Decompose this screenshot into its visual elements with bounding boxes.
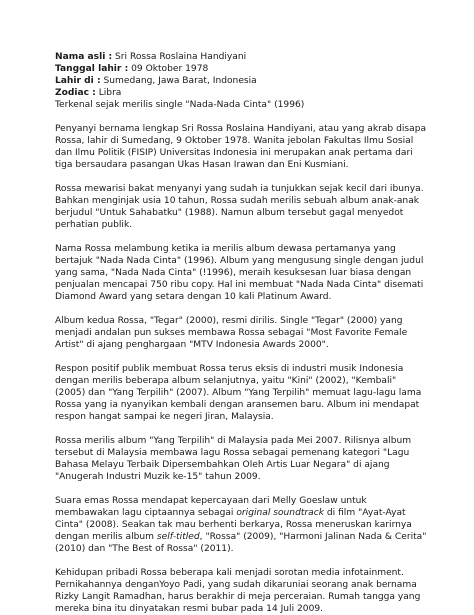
profile-name-line: [55, 51, 427, 63]
profile-famous-since: Terkenal sejak merilis single "Nada-Nada Cinta" (1996): [55, 100, 305, 110]
profile-birthdate-line: [55, 63, 427, 75]
birthdate-label: Tanggal lahir :: [55, 64, 129, 74]
name-label: Nama asli :: [55, 52, 113, 62]
paragraph-second-album: Album kedua Rossa, "Tegar" (2000), resmi dirilis. Single "Tegar" (2000) yang menjadi andalan pun sukses membawa Rossa sebagai "Most Favorite Female Artist" di ajang penghargaan "MTV Indonesia Awards 2000".: [55, 316, 408, 350]
paragraph-soundtrack: [55, 495, 427, 555]
name-value: Sri Rossa Roslaina Handiyani: [112, 52, 247, 62]
profile-birthplace-line: [55, 75, 427, 87]
birthdate-value: 09 Oktober 1978: [128, 64, 209, 74]
self-titled-italic-term: self-titled: [156, 532, 200, 542]
zodiac-value: Libra: [95, 88, 122, 98]
soundtrack-text-1: Suara emas Rossa mendapat kepercayaan dari Melly Goeslaw untuk membawakan lagu ciptaannya sebagai: [55, 496, 367, 518]
paragraph-early-talent: Rossa mewarisi bakat menyanyi yang sudah ia tunjukkan sejak kecil dari ibunya. Bahkan menginjak usia 10 tahun, Rossa sudah merilis sebuah album anak-anak berjudul "Untuk Sahabatku" (1988). Namun album tersebut gagal menyedot perhatian publik.: [55, 184, 424, 230]
profile-zodiac-line: [55, 87, 427, 99]
paragraph-personal-life: Kehidupan pribadi Rossa beberapa kali menjadi sorotan media infotainment. Pernikahannya denganYoyo Padi, yang sudah dikaruniai seorang anak bernama Rizky Langit Ramadhan, harus berakhir di meja perceraian. Rumah tangga yang mereka bina itu dinyatakan resmi bubar pada 14 Juli 2009.: [55, 568, 421, 614]
birthplace-value: Sumedang, Jawa Barat, Indonesia: [100, 76, 257, 86]
paragraph-later-albums: Respon positif publik membuat Rossa terus eksis di industri musik Indonesia dengan merilis beberapa album selanjutnya, yaitu "Kini" (2002), "Kembali" (2005) dan "Yang Terpilih" (2007). Album "Yang Terpilih" memuat lagu-lagu lama Rossa yang ia nyanyikan kembali dengan aransemen baru. Album ini mendapat respon hangat sampai ke negeri Jiran, Malaysia.: [55, 364, 422, 422]
birthplace-label: Lahir di :: [55, 76, 101, 86]
soundtrack-italic-term: original soundtrack: [236, 508, 324, 518]
soundtrack-text-3: , "Rossa" (2009), "Harmoni Jalinan Nada & Cerita" (2010) dan "The Best of Rossa" (2011).: [55, 532, 427, 554]
document-page: [55, 51, 427, 615]
soundtrack-text-2: di film "Ayat-Ayat Cinta" (2008). Seakan tak mau berhenti berkarya, Rossa meneruskan karirnya dengan merilis album: [55, 508, 412, 542]
paragraph-breakthrough: Nama Rossa melambung ketika ia merilis album dewasa pertamanya yang bertajuk "Nada Nada Cinta" (1996). Album yang mengusung single dengan judul yang sama, "Nada Nada Cinta" (!1996), meraih kesuksesan luar biasa dengan penjualan mencapai 750 ribu copy. Hal ini membuat "Nada Nada Cinta" disemati Diamond Award yang setara dengan 10 kali Platinum Award.: [55, 244, 424, 302]
zodiac-label: Zodiac :: [55, 88, 96, 98]
paragraph-malaysia: Rossa merilis album "Yang Terpilih" di Malaysia pada Mei 2007. Rilisnya album tersebut di Malaysia membawa lagu Rossa sebagai pemenang kategori "Lagu Bahasa Melayu Terbaik Dipersembahkan Oleh Artis Luar Negara" di ajang "Anugerah Industri Muzik ke-15" tahun 2009.: [55, 436, 412, 482]
paragraph-biography-intro: Penyanyi bernama lengkap Sri Rossa Roslaina Handiyani, atau yang akrab disapa Rossa, lahir di Sumedang, 9 Oktober 1978. Wanita jebolan Fakultas Ilmu Sosial dan Ilmu Politik (FISIP) Universitas Indonesia ini merupakan anak pertama dari tiga bersaudara pasangan Ukas Hasan Irawan dan Eni Kusmiani.: [55, 124, 427, 170]
